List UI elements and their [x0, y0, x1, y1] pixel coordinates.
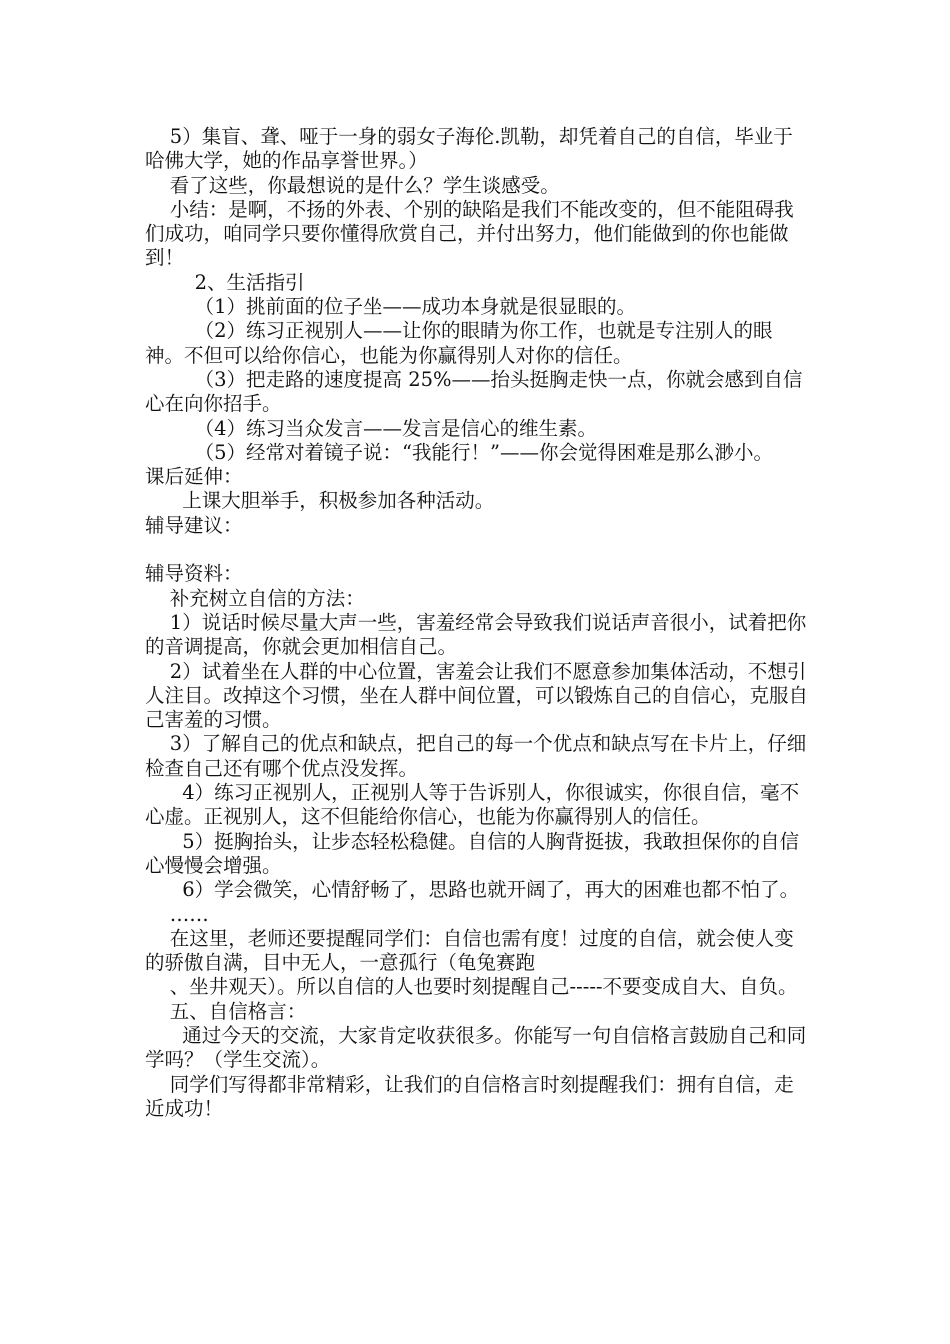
- paragraph-mottos: 通过今天的交流，大家肯定收获很多。你能写一句自信格言鼓励自己和同学吗？（学生交流）。: [145, 1023, 807, 1072]
- method-item-3: 3）了解自己的优点和缺点，把自己的每一个优点和缺点写在卡片上，仔细检查自己还有哪个优点没发挥。: [145, 732, 807, 780]
- blank-line: [145, 538, 810, 562]
- paragraph-helen-keller: 5）集盲、聋、哑于一身的弱女子海伦.凯勒，却凭着自己的自信，毕业于哈佛大学，她的作品享誉世界。）: [145, 125, 793, 173]
- heading-after-class: 课后延伸：: [145, 465, 243, 489]
- paragraph-methods-intro: 补充树立自信的方法：: [145, 586, 365, 610]
- paragraph-summary: 小结：是啊，不扬的外表、个别的缺陷是我们不能改变的，但不能阻碍我们成功，咱同学只要你懂得欣赏自己，并付出努力，他们能做到的你也能做到！: [145, 197, 794, 270]
- list-item-2: （2）练习正视别人——让你的眼睛为你工作，也就是专注别人的眼神。不但可以给你信心，也能为你赢得别人对你的信任。: [145, 319, 773, 367]
- document-body: [145, 125, 810, 1121]
- method-item-5: 5）挺胸抬头，让步态轻松稳健。自信的人胸背挺拔，我敢担保你的自信心慢慢会增强。: [145, 829, 800, 877]
- heading-life-guide: 2、生活指引: [145, 270, 305, 294]
- paragraph-reminder-cont: 、坐井观天）。所以自信的人也要时刻提醒自己-----不要变成自大、自负。: [145, 975, 798, 999]
- list-item-5: （5）经常对着镜子说：“我能行！”——你会觉得困难是那么渺小。: [145, 440, 773, 464]
- ellipsis-line: ……: [145, 902, 209, 926]
- paragraph-question: 看了这些，你最想说的是什么？学生谈感受。: [145, 173, 560, 197]
- paragraph-closing: 同学们写得都非常精彩，让我们的自信格言时刻提醒我们：拥有自信，走近成功！: [145, 1072, 794, 1120]
- paragraph-after-class: 上课大胆举手，积极参加各种活动。: [145, 489, 495, 513]
- method-item-2: 2）试着坐在人群的中心位置，害羞会让我们不愿意参加集体活动，不想引人注目。改掉这个习惯，坐在人群中间位置，可以锻炼自己的自信心，克服自己害羞的习惯。: [145, 659, 809, 732]
- list-item-3: （3）把走路的速度提高 25%——抬头挺胸走快一点，你就会感到自信心在向你招手。: [145, 367, 803, 416]
- heading-suggestions: 辅导建议：: [145, 513, 243, 537]
- method-item-1: 1）说话时候尽量大声一些，害羞经常会导致我们说话声音很小，试着把你的音调提高，你就会更加相信自己。: [145, 610, 807, 659]
- heading-mottos: 五、自信格言：: [145, 999, 307, 1023]
- paragraph-reminder: 在这里，老师还要提醒同学们：自信也需有度！过度的自信，就会使人变的骄傲自满，目中无人，一意孤行（龟兔赛跑: [145, 926, 794, 975]
- heading-materials: 辅导资料：: [145, 562, 243, 586]
- method-item-4: 4）练习正视别人，正视别人等于告诉别人，你很诚实，你很自信，毫不心虚。正视别人，这不但能给你信心，也能为你赢得别人的信任。: [145, 781, 800, 829]
- list-item-1: （1）挑前面的位子坐——成功本身就是很显眼的。: [145, 295, 637, 319]
- list-item-4: （4）练习当众发言——发言是信心的维生素。: [145, 416, 598, 440]
- method-item-6: 6）学会微笑，心情舒畅了，思路也就开阔了，再大的困难也都不怕了。: [145, 878, 800, 902]
